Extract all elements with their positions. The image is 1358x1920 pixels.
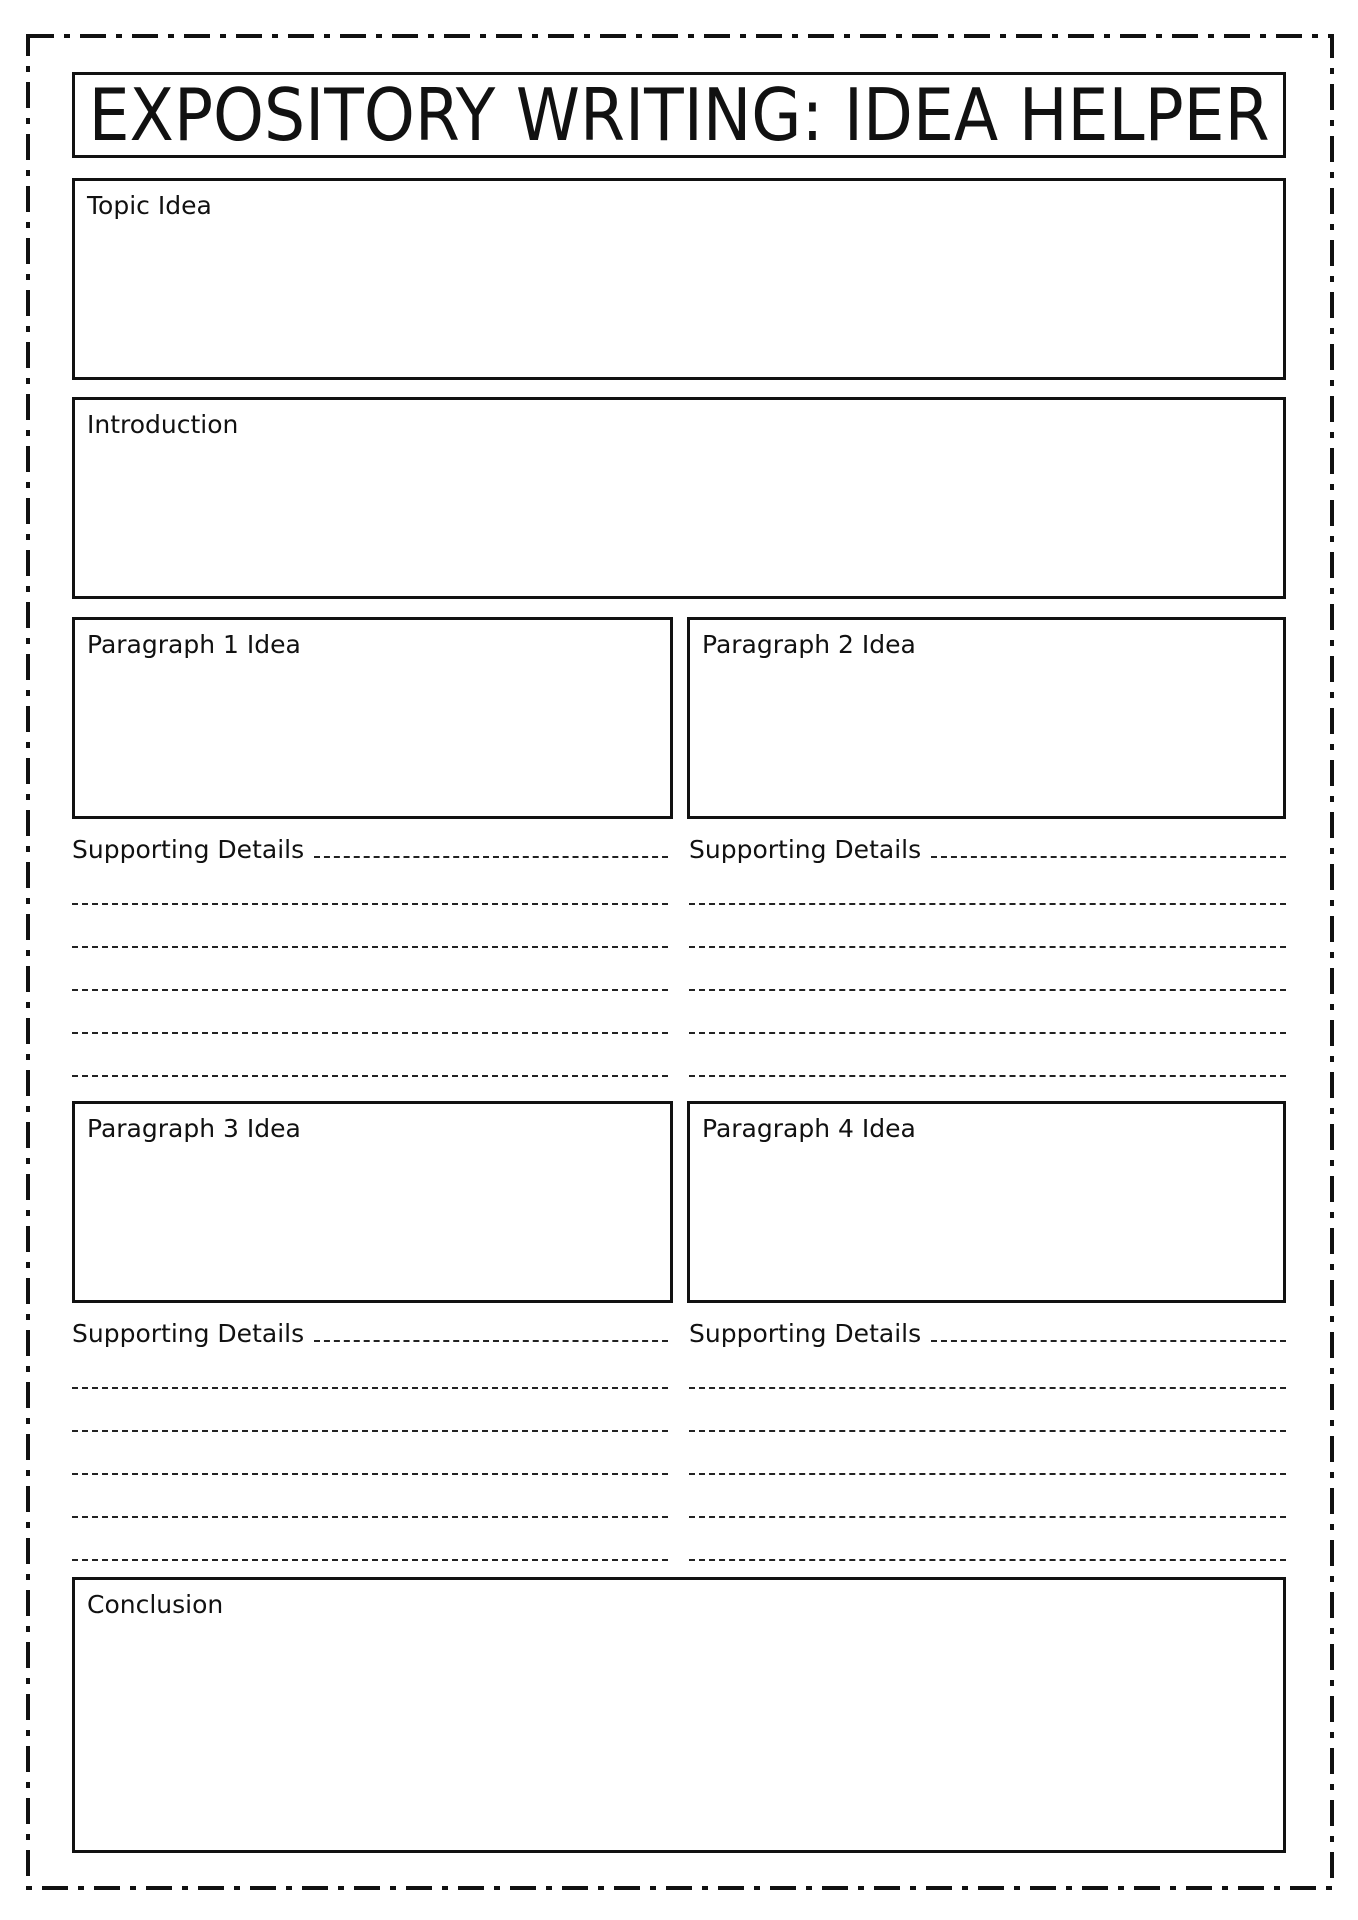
supporting-details-1[interactable] [72,826,668,1077]
title-box [72,72,1286,158]
conclusion-label: Conclusion [87,1590,224,1619]
paragraph-2-idea-label: Paragraph 2 Idea [702,630,916,659]
writing-line[interactable] [689,1032,1286,1034]
supporting-details-label: Supporting Details [689,835,922,864]
topic-idea-box[interactable] [72,178,1286,380]
supporting-details-label: Supporting Details [72,835,305,864]
conclusion-box[interactable] [72,1577,1286,1853]
supporting-details-label: Supporting Details [689,1319,922,1348]
introduction-label: Introduction [87,410,239,439]
writing-line[interactable] [689,1559,1286,1561]
writing-line[interactable] [689,1387,1286,1389]
writing-line[interactable] [931,1340,1286,1342]
writing-line[interactable] [314,856,668,858]
topic-idea-label: Topic Idea [87,191,212,220]
supporting-details-label: Supporting Details [72,1319,305,1348]
paragraph-3-idea-label: Paragraph 3 Idea [87,1114,301,1143]
writing-line[interactable] [689,946,1286,948]
writing-line[interactable] [72,1516,668,1518]
writing-line[interactable] [689,1075,1286,1077]
writing-line[interactable] [689,903,1286,905]
supporting-details-4[interactable] [689,1310,1286,1561]
writing-line[interactable] [931,856,1286,858]
writing-line[interactable] [689,1516,1286,1518]
writing-line[interactable] [72,903,668,905]
paragraph-1-idea-label: Paragraph 1 Idea [87,630,301,659]
paragraph-3-idea-box[interactable] [72,1101,673,1303]
writing-line[interactable] [314,1340,668,1342]
writing-line[interactable] [72,1032,668,1034]
writing-line[interactable] [72,1430,668,1432]
writing-line[interactable] [689,1473,1286,1475]
writing-line[interactable] [72,1387,668,1389]
paragraph-4-idea-label: Paragraph 4 Idea [702,1114,916,1143]
writing-line[interactable] [72,946,668,948]
paragraph-1-idea-box[interactable] [72,617,673,819]
paragraph-4-idea-box[interactable] [687,1101,1286,1303]
writing-line[interactable] [689,989,1286,991]
supporting-details-2[interactable] [689,826,1286,1077]
writing-line[interactable] [72,989,668,991]
writing-line[interactable] [72,1559,668,1561]
writing-line[interactable] [72,1473,668,1475]
writing-line[interactable] [689,1430,1286,1432]
writing-line[interactable] [72,1075,668,1077]
introduction-box[interactable] [72,397,1286,599]
paragraph-2-idea-box[interactable] [687,617,1286,819]
page-title: EXPOSITORY WRITING: IDEA HELPER [88,73,1270,157]
supporting-details-3[interactable] [72,1310,668,1561]
